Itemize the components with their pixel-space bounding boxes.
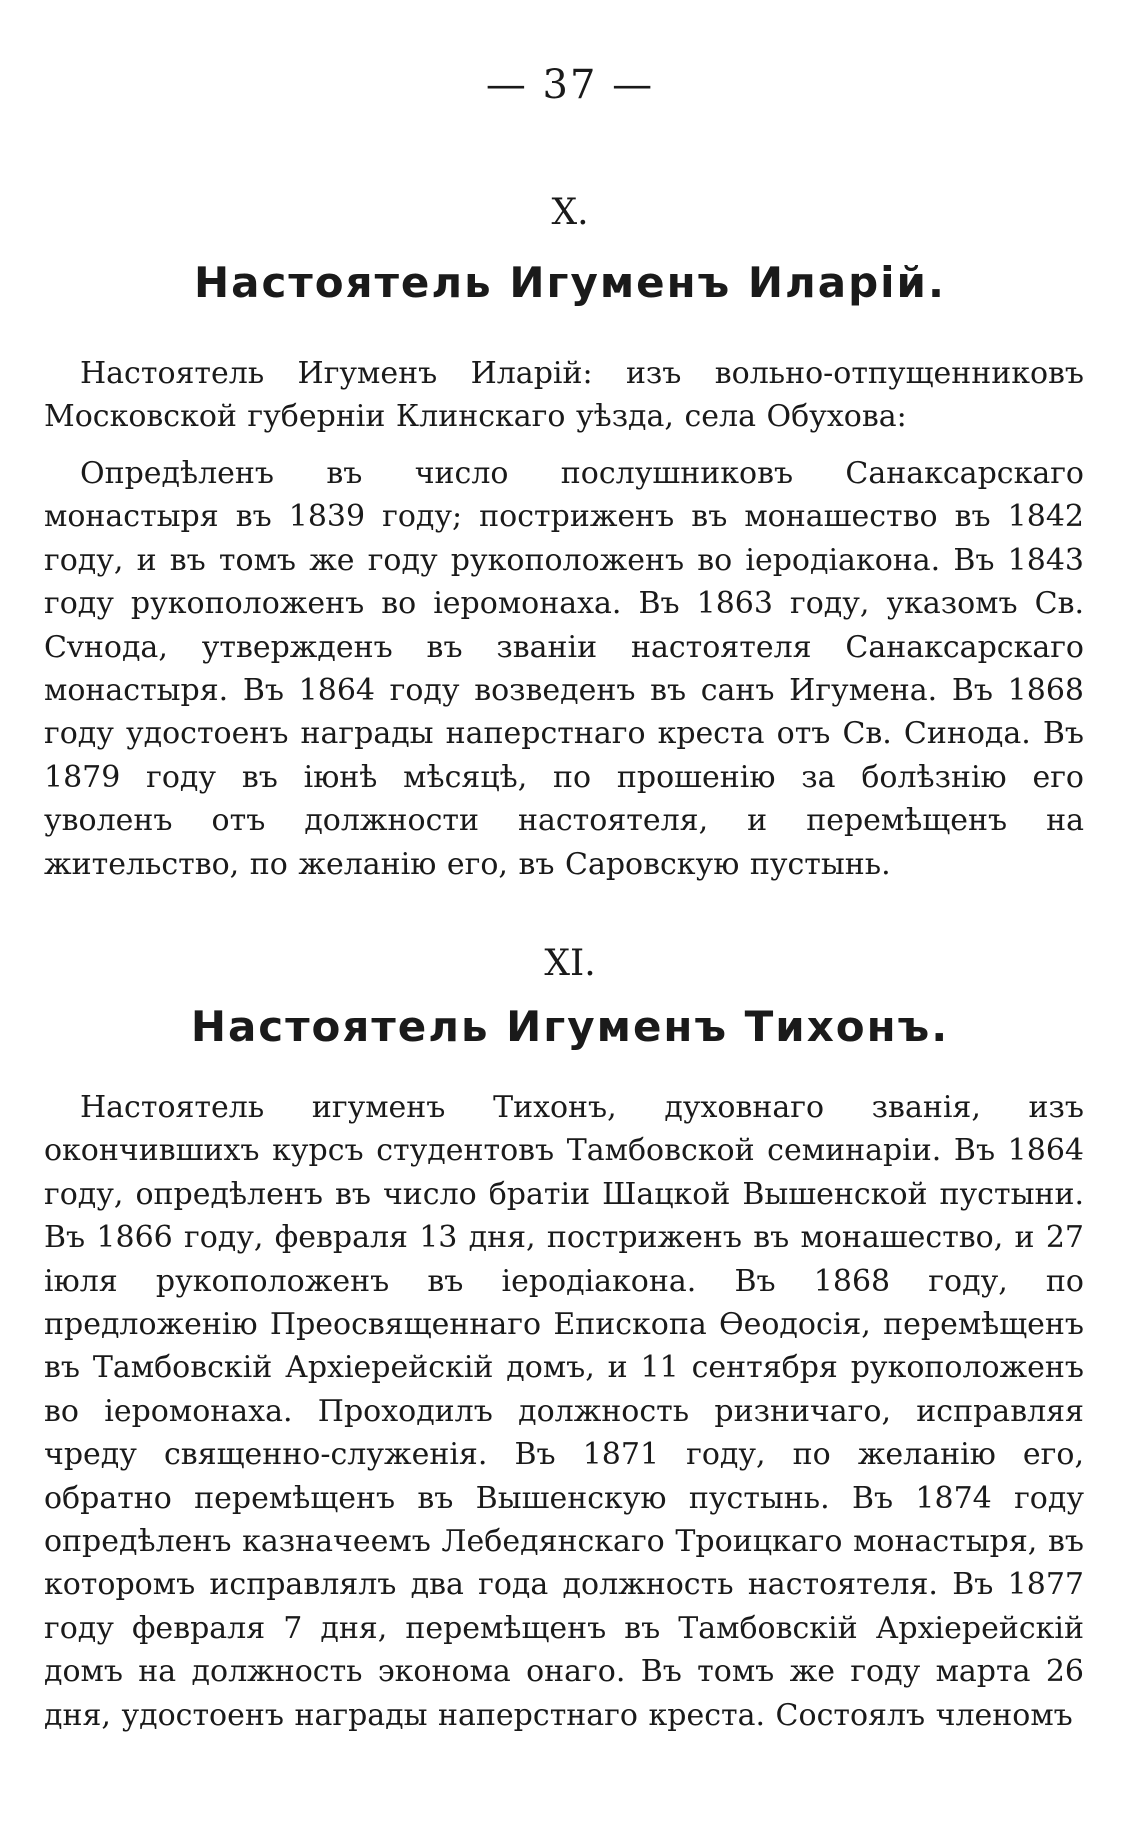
section-x-numeral: X. bbox=[551, 192, 589, 233]
section-xi-numeral: XI. bbox=[544, 943, 596, 984]
section-x-intro-paragraph: Настоятель Игуменъ Иларій: изъ вольно-отпущенниковъ Московской губерніи Клинскаго уѣзда, села Обухова: bbox=[44, 356, 1084, 435]
section-xi-biography-paragraph: Настоятель игуменъ Тихонъ, духовнаго званія, изъ окончившихъ курсъ студентовъ Тамбовской семинаріи. Въ 1864 году, опредѣленъ въ число братіи Шацкой Вышенской пустыни. Въ 1866 году, февраля 13 дня, постриженъ въ монашество, и 27 іюля рукоположенъ въ іеродіакона. Въ 1868 году, по предложенію Преосвященнаго Епископа Ѳеодосія, перемѣщенъ въ Тамбовскій Архіерейскій домъ, и 11 сентября рукоположенъ во іеромонаха. Проходилъ должность ризничаго, исправляя чреду священно-служенія. Въ 1871 году, по желанію его, обратно перемѣщенъ въ Вышенскую пустынь. Въ 1874 году опредѣленъ казначеемъ Лебедянскаго Троицкаго монастыря, въ которомъ исправлялъ два года должность настоятеля. Въ 1877 году февраля 7 дня, перемѣщенъ въ Тамбовскій Архіерейскій домъ на должность эконома онаго. Въ томъ же году марта 26 дня, удостоенъ награды наперстнаго креста. Состоялъ членомъ bbox=[44, 1090, 1084, 1733]
section-x-title: Настоятель Игуменъ Иларій. bbox=[194, 258, 946, 307]
section-xi-title: Настоятель Игуменъ Тихонъ. bbox=[190, 1002, 950, 1051]
page-number: — 37 — bbox=[485, 62, 655, 108]
section-x-biography-paragraph: Опредѣленъ въ число послушниковъ Санаксарскаго монастыря въ 1839 году; постриженъ въ монашество въ 1842 году, и въ томъ же году рукоположенъ во іеродіакона. Въ 1843 году рукоположенъ во іеромонаха. Въ 1863 году, указомъ Св. Сvнода, утвержденъ въ званіи настоятеля Санаксарскаго монастыря. Въ 1864 году возведенъ въ санъ Игумена. Въ 1868 году удостоенъ награды наперстнаго креста отъ Св. Синода. Въ 1879 году въ іюнѣ мѣсяцѣ, по прошенію за болѣзнію его уволенъ отъ должности настоятеля, и перемѣщенъ на жительство, по желанію его, въ Саровскую пустынь. bbox=[44, 456, 1084, 882]
